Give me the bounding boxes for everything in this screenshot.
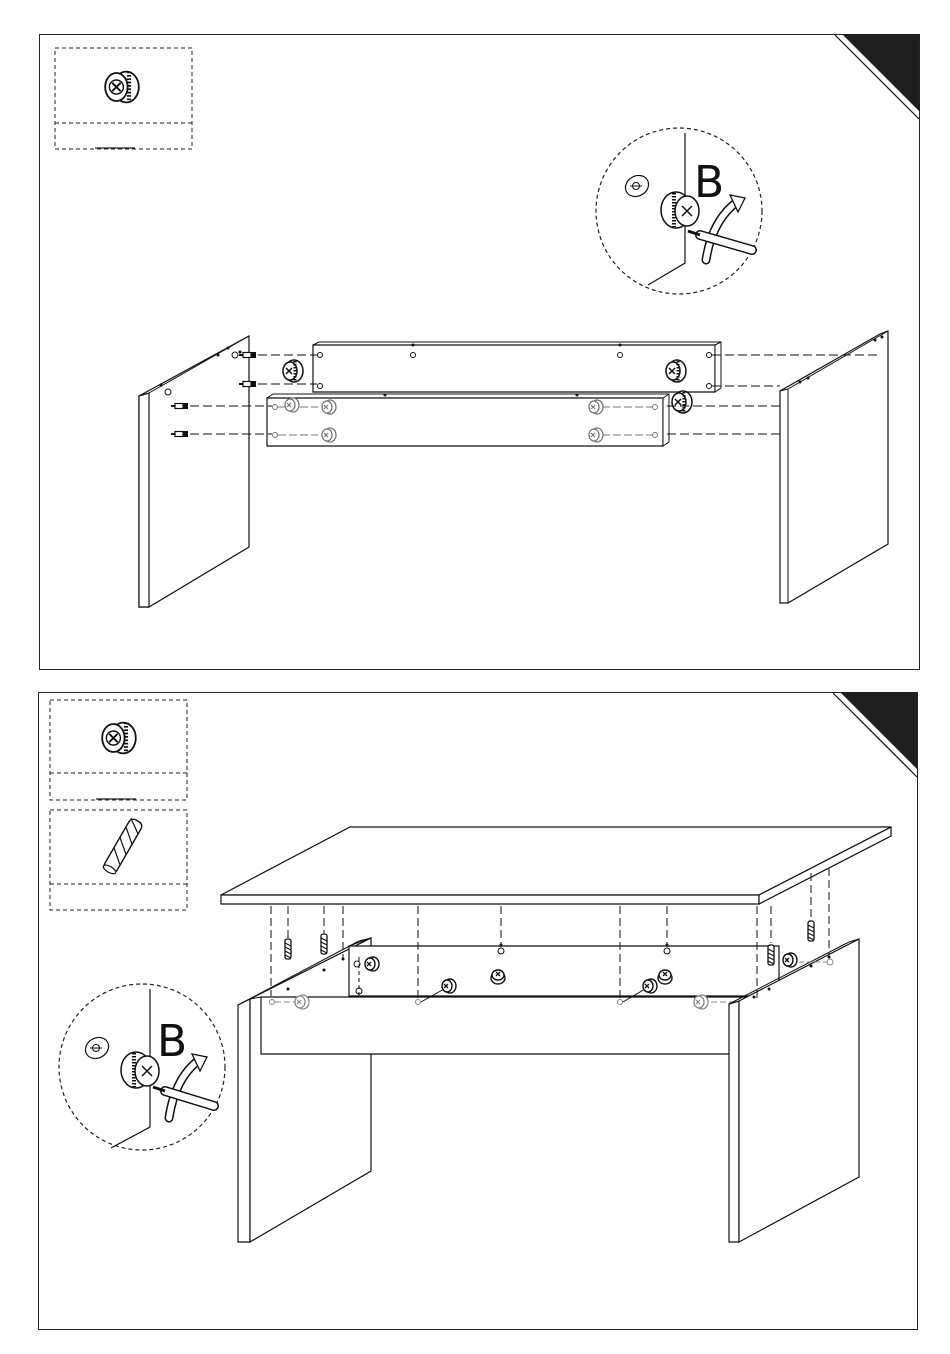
step-2-illustration [39,693,917,1329]
wood-dowel-icon [808,921,814,941]
cam-lock-icon [658,970,672,984]
parts-legend [55,48,192,149]
cam-lock-icon [643,979,657,993]
wood-dowel-icon [102,817,144,875]
back-rail [313,342,721,392]
cam-lock-icon [322,400,336,414]
cam-lock-icon [283,360,303,382]
cam-lock-icon [105,72,139,103]
desk-top [221,827,891,904]
cam-lock-icon [783,953,797,967]
back-rail [349,938,779,996]
cam-lock-icon [694,995,708,1009]
parts-legend [50,700,187,910]
assembly-step-2 [38,692,918,1330]
cam-lock-icon [666,360,686,382]
assembly-step-1 [39,34,920,670]
wood-dowel-icon [321,934,327,954]
front-rail [267,394,669,447]
cam-lock-icon [672,391,692,413]
wood-dowel-icon [285,939,291,959]
detail-callout-b [59,984,225,1150]
corner-tab [835,35,919,119]
cam-lock-icon [322,428,336,442]
step-1-illustration [40,35,919,669]
left-side-panel [139,336,249,607]
cam-lock-icon [589,428,603,442]
cam-lock-icon [285,398,299,412]
wood-dowel-icon [768,945,774,965]
detail-callout-b [596,128,762,294]
right-side-panel [780,331,888,603]
cam-lock-icon [491,970,505,984]
cam-lock-icon [295,995,309,1009]
cam-lock-icon [365,957,379,971]
cam-lock-icon [102,723,136,754]
callout-label: B [157,1016,188,1067]
cam-lock-icon [589,400,603,414]
cam-lock-icon [442,979,456,993]
corner-tab [833,693,917,777]
callout-label: B [694,157,725,208]
